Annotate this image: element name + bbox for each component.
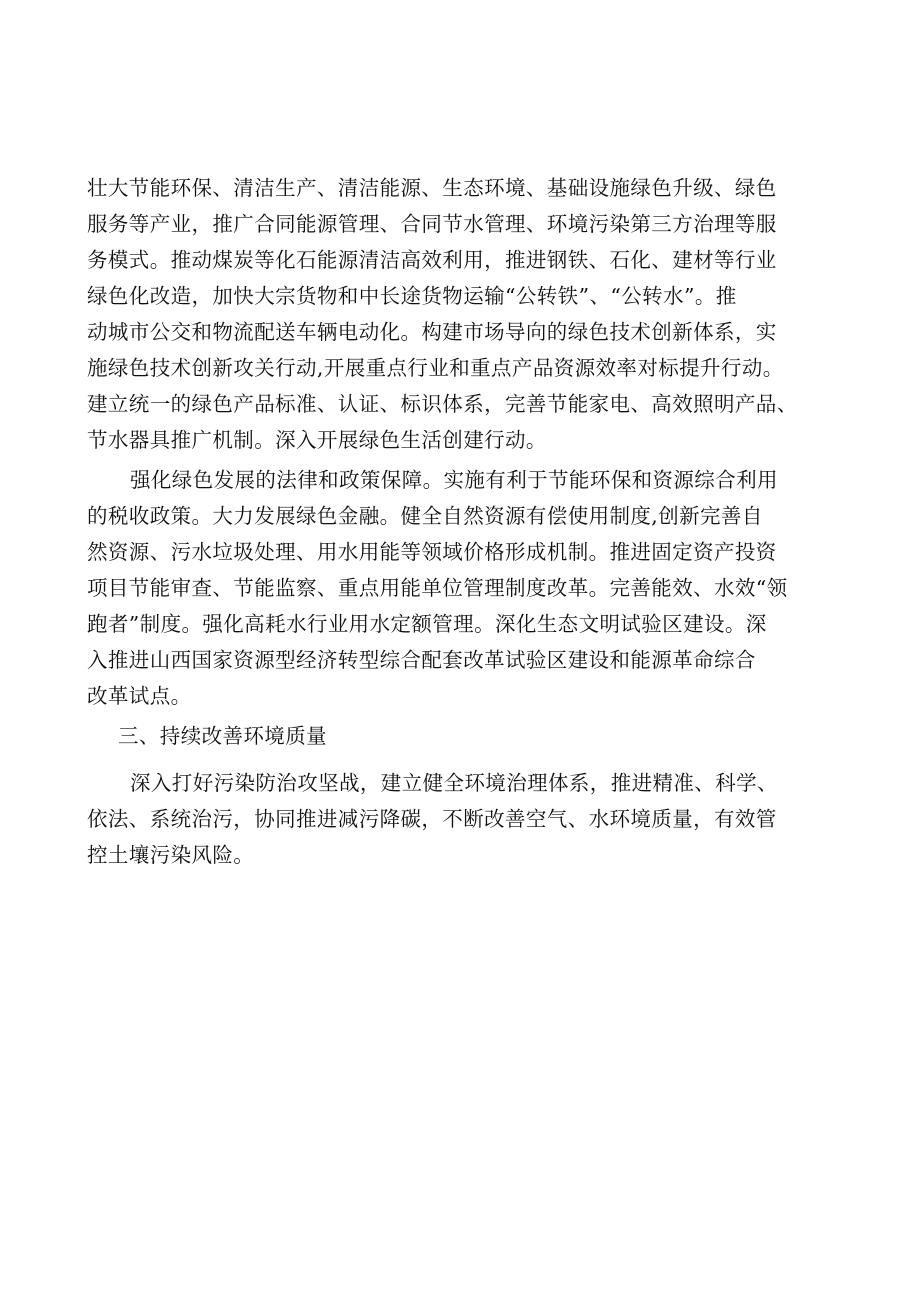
text-line: 绿色化改造，加快大宗货物和中长途货物运输“公转铁”、“公转水”。推 [87,284,737,308]
text-line: 依法、系统治污，协同推进减污降碳，不断改善空气、水环境质量，有效管 [87,807,777,831]
text-line: 动城市公交和物流配送车辆电动化。构建市场导向的绿色技术创新体系，实 [87,320,777,344]
text-line: 控土壤污染风险。 [87,843,255,867]
text-line: 入推进山西国家资源型经济转型综合配套改革试验区建设和能源革命综合 [87,648,756,672]
text-line: 节水器具推广机制。深入开展绿色生活创建行动。 [87,428,547,452]
text-line: 的税收政策。大力发展绿色金融。健全自然资源有偿使用制度,创新完善自 [87,504,763,528]
text-line: 跑者”制度。强化高耗水行业用水定额管理。深化生态文明试验区建设。深 [87,612,767,636]
text-line: 施绿色技术创新攻关行动,开展重点行业和重点产品资源效率对标提升行动。 [87,356,784,380]
text-line: 建立统一的绿色产品标准、认证、标识体系，完善节能家电、高效照明产品、 [87,392,798,416]
text-line: 壮大节能环保、清洁生产、清洁能源、生态环境、基础设施绿色升级、绿色 [87,176,777,200]
text-line: 服务等产业，推广合同能源管理、合同节水管理、环境污染第三方治理等服 [87,212,777,236]
text-line: 深入打好污染防治攻坚战，建立健全环境治理体系，推进精准、科学、 [130,771,778,795]
text-line: 强化绿色发展的法律和政策保障。实施有利于节能环保和资源综合利用 [130,468,778,492]
text-line: 改革试点。 [87,684,192,708]
text-line: 项目节能审查、节能监察、重点用能单位管理制度改革。完善能效、水效“领 [87,576,788,600]
text-line: 务模式。推动煤炭等化石能源清洁高效利用，推进钢铁、石化、建材等行业 [87,248,777,272]
text-line: 然资源、污水垃圾处理、用水用能等领域价格形成机制。推进固定资产投资 [87,540,777,564]
section-heading: 三、持续改善环境质量 [118,724,327,748]
